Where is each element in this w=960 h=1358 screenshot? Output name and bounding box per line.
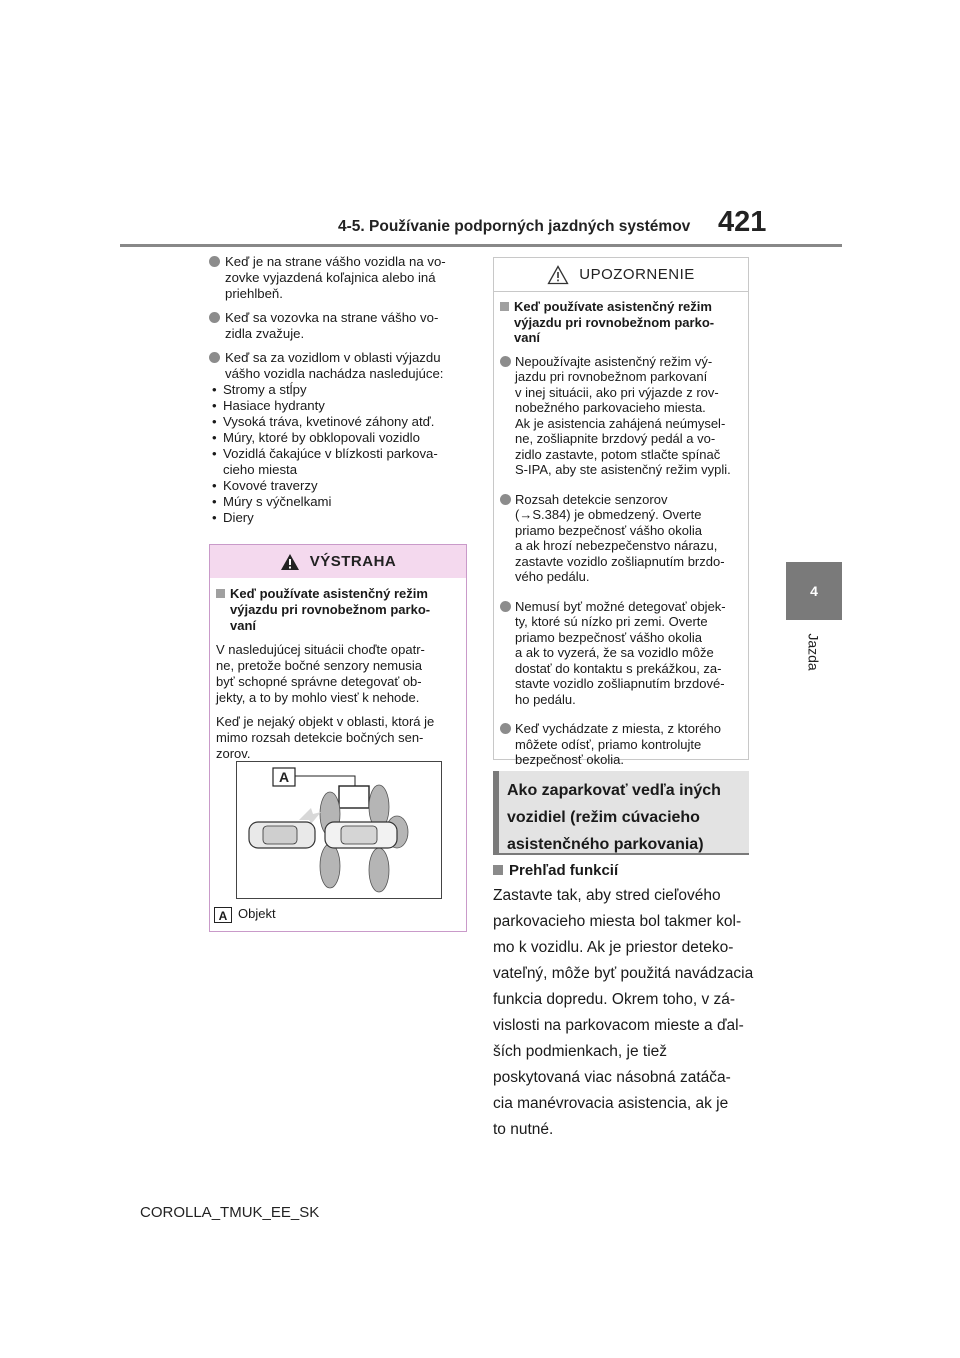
section-title: 4-5. Používanie podporných jazdných systémov <box>338 218 691 235</box>
warning-header <box>210 545 466 578</box>
sub-list-item: • Kovové traverzy <box>209 478 471 494</box>
page-number: 421 <box>718 206 767 238</box>
list-item: Keď sa za vozidlom v oblasti výjazdu vášho vozidla nachádza nasledujúce: <box>209 350 471 382</box>
bullet-icon <box>209 256 220 267</box>
left-condition-list <box>209 254 471 526</box>
caution-heading: Keď používate asistenčný režim výjazdu pri rovnobežnom parko- vaní <box>500 299 743 346</box>
header-rule <box>120 244 842 247</box>
bullet-icon <box>209 312 220 323</box>
square-bullet-icon <box>500 302 509 311</box>
sub-list-item: • Vysoká tráva, kvetinové záhony atď. <box>209 414 471 430</box>
caution-header <box>494 258 748 292</box>
caution-item: Nemusí byť možné detegovať objek- ty, ktoré sú nízko pri zemi. Overte priamo bezpečnosť vášho okolia a ak to vyzerá, že sa vozidlo môže dostať do kontaktu s prekážkou, za- stavte vozidlo zošliapnutím brzdové- ho pedálu. <box>500 599 743 708</box>
bullet-icon <box>500 601 511 612</box>
caution-item: Rozsah detekcie senzorov (→S.384) je obmedzený. Overte priamo bezpečnosť vášho okolia a ak hrozí nebezpečenstvo nárazu, zastavte vozidlo zošliapnutím brzdo- vého pedálu. <box>500 492 743 585</box>
figure-caption: A Objekt <box>214 906 276 923</box>
sub-list-item: • Diery <box>209 510 471 526</box>
section-heading-box <box>493 771 749 855</box>
warning-paragraph: V nasledujúcej situácii choďte opatr- ne, pretože bočné senzory nemusia byť schopné správne detegovať ob- jekty, a to by mohlo viesť k nehode. <box>216 642 425 705</box>
sub-list-item: • Stromy a stĺpy <box>209 382 471 398</box>
caution-box <box>493 257 749 767</box>
warning-heading: Keď používate asistenčný režim výjazdu pri rovnobežnom parko- vaní <box>216 586 460 634</box>
square-bullet-icon <box>493 865 503 875</box>
figure-label-a: A <box>278 769 290 785</box>
caution-triangle-icon <box>547 265 569 285</box>
parking-sensor-figure <box>236 761 442 899</box>
parking-diagram-illustration <box>237 762 441 898</box>
chapter-tab-number: 4 <box>786 562 842 620</box>
chapter-tab-label: Jazda <box>806 633 823 671</box>
warning-triangle-icon <box>280 553 300 571</box>
list-item: Keď sa vozovka na strane vášho vo- zidla zvažuje. <box>209 310 471 342</box>
sub-list-item: • Múry, ktoré by obklopovali vozidlo <box>209 430 471 446</box>
list-item: Keď je na strane vášho vozidla na vo- zovke vyjazdená koľajnica alebo iná priehlbeň. <box>209 254 471 302</box>
warning-paragraph: Keď je nejaký objekt v oblasti, ktorá je mimo rozsah detekcie bočných sen- zorov. <box>216 714 435 761</box>
sub-list-item: • Vozidlá čakajúce v blízkosti parkova- cieho miesta <box>209 446 471 478</box>
warning-title: VÝSTRAHA <box>309 553 397 570</box>
bullet-icon <box>209 352 220 363</box>
bullet-icon <box>500 723 511 734</box>
document-footer: COROLLA_TMUK_EE_SK <box>140 1204 320 1221</box>
caution-item: Keď vychádzate z miesta, z ktorého môžete odísť, priamo kontrolujte bezpečnosť okolia. <box>500 721 743 768</box>
caution-item: Nepoužívajte asistenčný režim vý- jazdu pri rovnobežnom parkovaní v inej situácii, ako pri výjazde z rov- nobežného parkovacieho miesta. Ak je asistencia zahájená neúmysel- ne, zošliapnite brzdový pedál a vo- zidlo zastavte, potom stlačte spínač S-IPA, aby ste asistenčný režim vypli. <box>500 354 743 478</box>
caption-label-a: A <box>214 907 232 923</box>
overview-body: Zastavte tak, aby stred cieľového parkovacieho miesta bol takmer kol- mo k vozidlu. Ak je priestor deteko- vateľný, môže byť použitá navádzacia funkcia dopredu. Okrem toho, v zá- vislosti na parkovacom mieste a ďal- ších podmienkach, je tiež poskytovaná viac násobná zatáča- cia manévrovacia asistencia, ak je to nutné. <box>493 887 754 1138</box>
bullet-icon <box>500 356 511 367</box>
sub-list-item: • Múry s výčnelkami <box>209 494 471 510</box>
sub-list-item: • Hasiace hydranty <box>209 398 471 414</box>
section-heading: Ako zaparkovať vedľa iných vozidiel (režim cúvacieho asistenčného parkovania) <box>507 782 721 853</box>
bullet-icon <box>500 494 511 505</box>
caution-title: UPOZORNENIE <box>579 266 695 283</box>
sub-list <box>209 382 471 526</box>
square-bullet-icon <box>216 589 225 598</box>
overview-subheading: Prehľad funkcií <box>493 862 618 879</box>
